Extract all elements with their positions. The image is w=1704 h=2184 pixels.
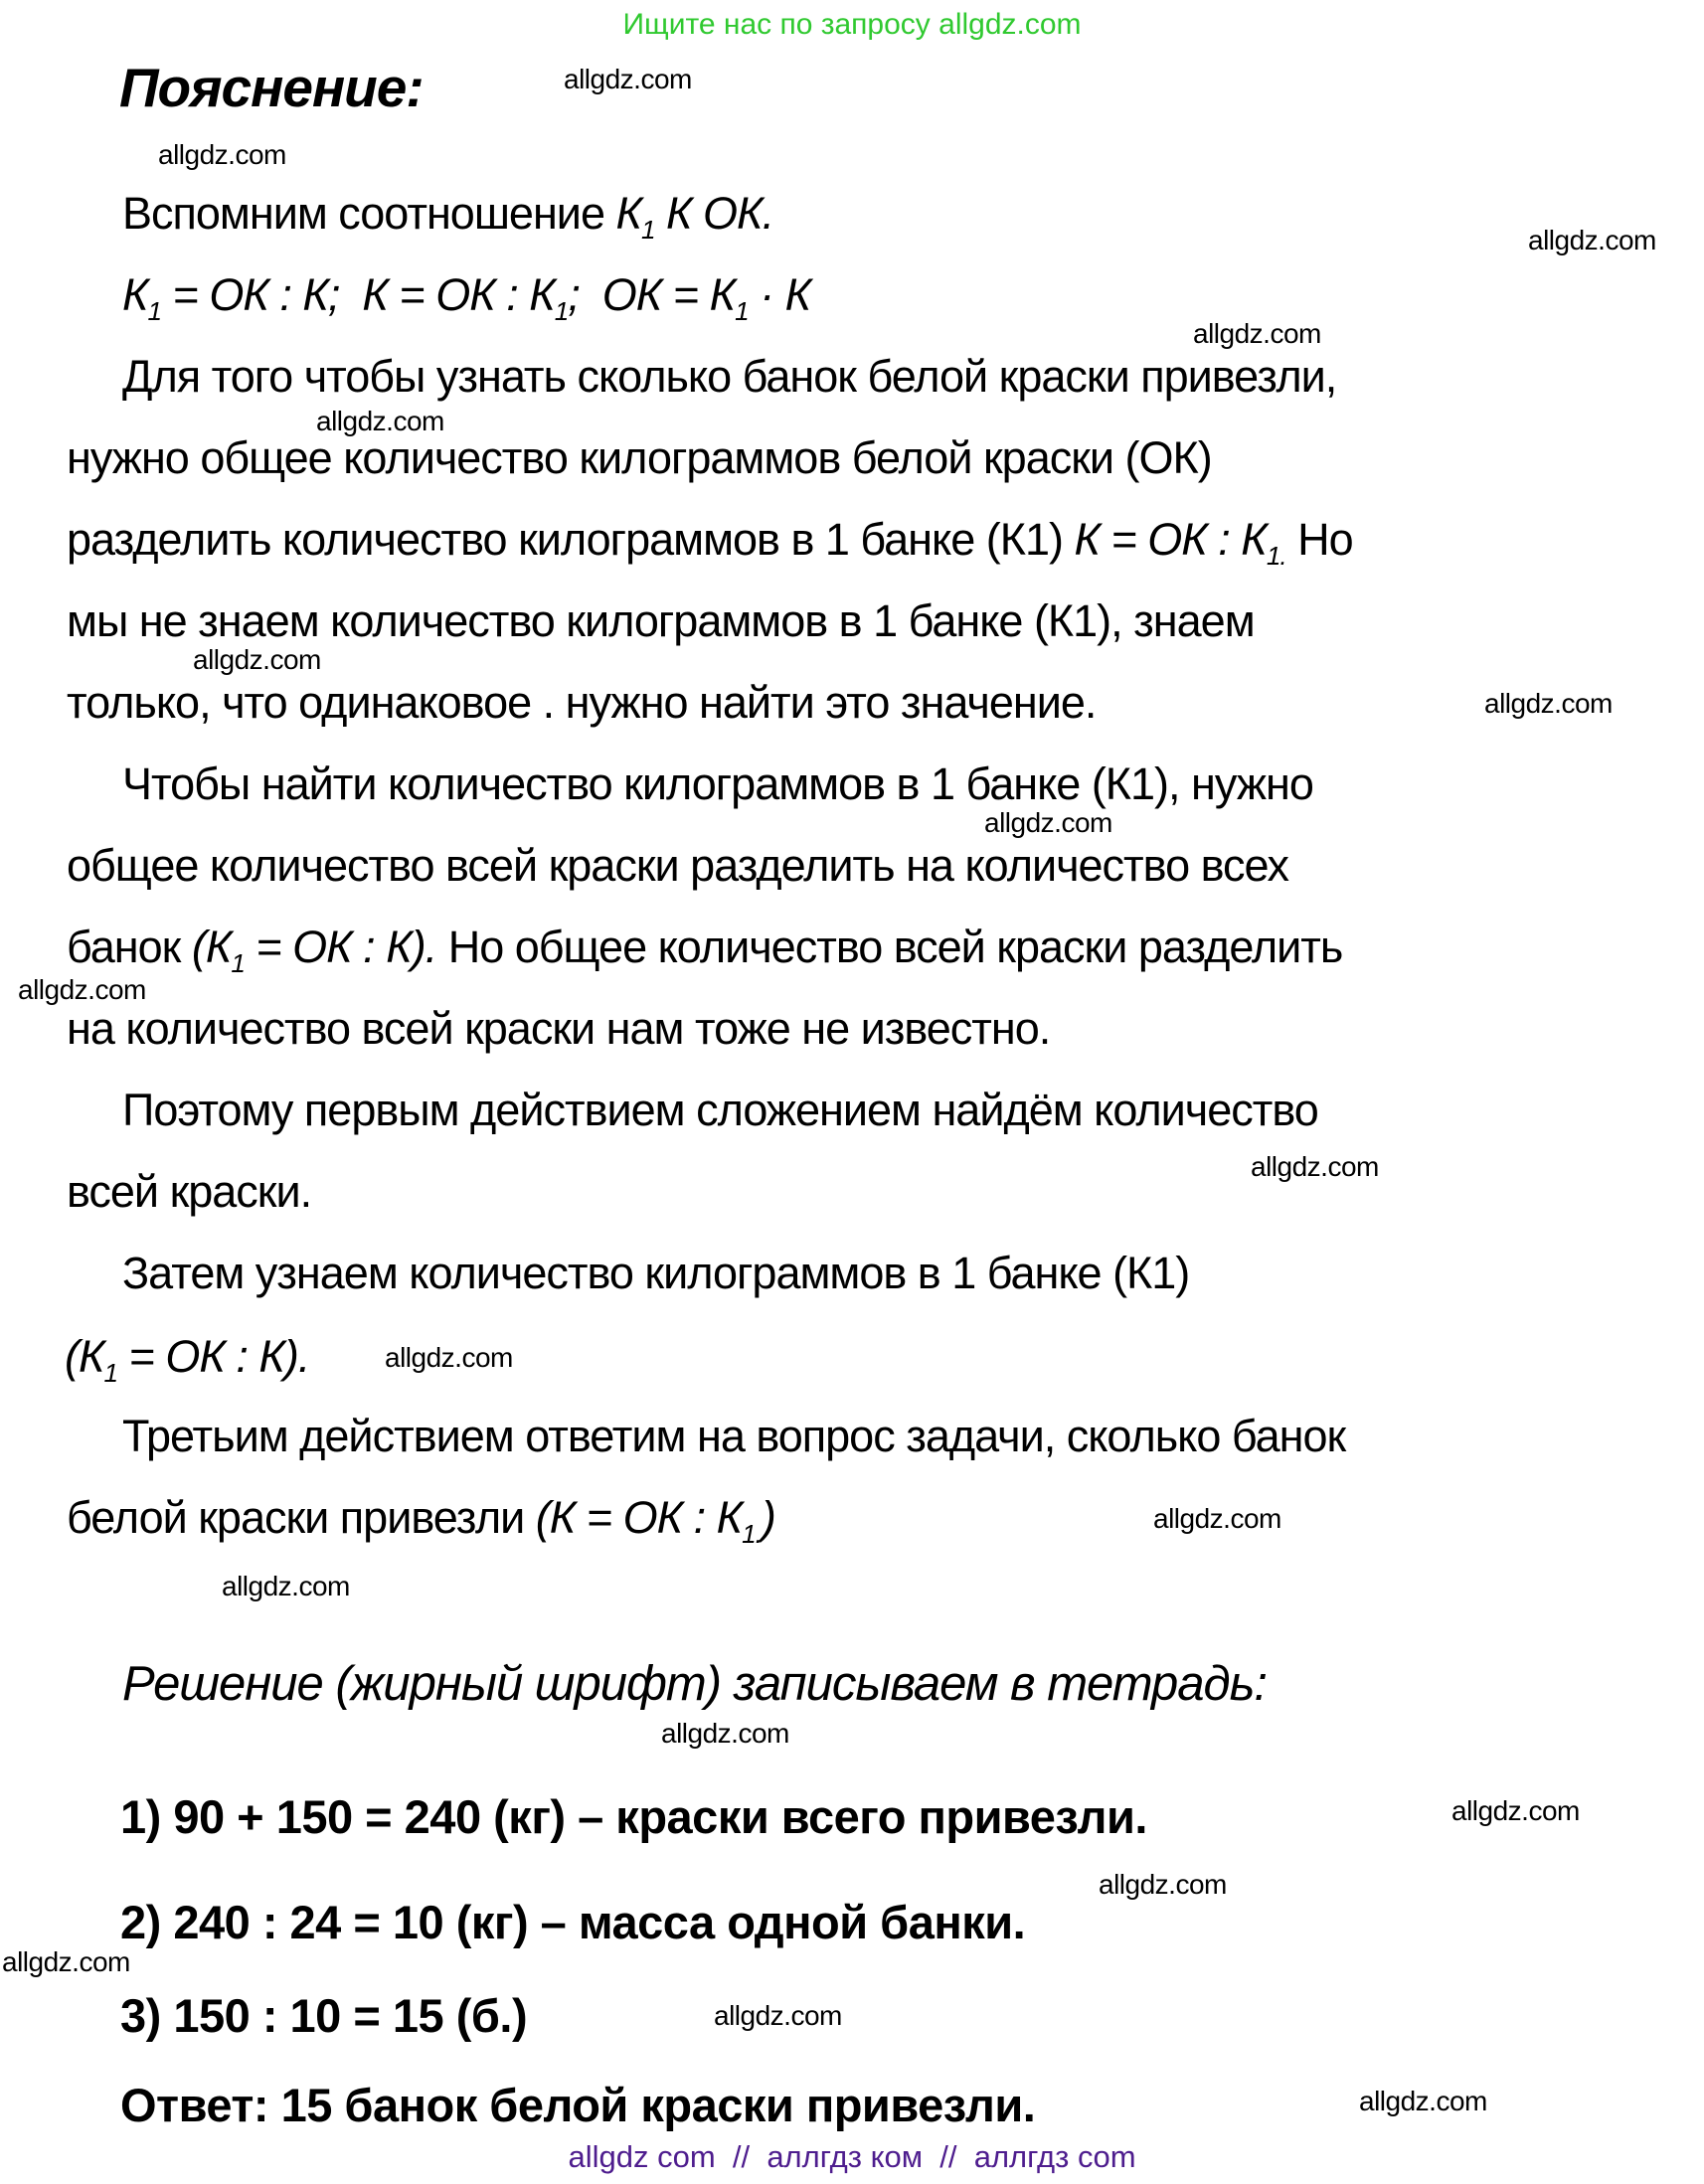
watermark: allgdz.com	[661, 1718, 789, 1749]
explanation-line	[67, 1004, 1050, 1054]
watermark: allgdz.com	[316, 406, 444, 436]
text-segment: (К	[191, 922, 232, 972]
text-segment: К ОК.	[654, 188, 774, 239]
solution-step: 1) 90 + 150 = 240 (кг) – краски всего привезли.	[120, 1790, 1147, 1843]
solution-heading: Решение (жирный шрифт) записываем в тетрадь:	[122, 1657, 1267, 1711]
solution-step: 3) 150 : 10 = 15 (б.)	[120, 1989, 528, 2042]
explanation-line	[122, 188, 774, 245]
watermark: allgdz.com	[1099, 1869, 1227, 1900]
explanation-line	[67, 841, 1288, 891]
subscript: 1	[554, 296, 569, 326]
text-segment: К	[122, 269, 148, 320]
formula-line	[65, 1331, 310, 1388]
watermark: allgdz.com	[193, 644, 321, 675]
formula-line	[122, 269, 811, 326]
text-segment: Но общее количество всей краски разделить	[436, 922, 1343, 972]
text-segment: = ОК : К).	[117, 1331, 310, 1382]
watermark: allgdz.com	[158, 139, 286, 170]
explanation-line	[67, 1167, 311, 1217]
explanation-line	[122, 1086, 1318, 1135]
subscript: 1	[147, 296, 162, 326]
text-segment: общее количество всей краски разделить на количество всех	[67, 840, 1289, 891]
solution-step: 2) 240 : 24 = 10 (кг) – масса одной банки.	[120, 1896, 1026, 1948]
watermark: allgdz.com	[1528, 225, 1656, 255]
subscript: 1.	[1266, 541, 1286, 571]
text-segment: = ОК : К; К = ОК : К	[161, 269, 555, 320]
text-segment: банок	[67, 922, 192, 972]
explanation-line	[67, 433, 1212, 483]
text-segment: Но	[1285, 514, 1353, 565]
text-segment: Поэтому первым действием сложением найдём количество	[122, 1085, 1318, 1135]
explanation-line	[122, 1249, 1189, 1298]
explanation-line	[67, 678, 1096, 728]
explanation-line	[67, 596, 1255, 646]
explanation-line	[67, 514, 1353, 571]
text-segment: )	[761, 1492, 775, 1543]
explanation-line	[122, 759, 1313, 809]
watermark: allgdz.com	[1359, 2086, 1487, 2116]
text-segment: = ОК : К).	[244, 922, 437, 972]
text-segment: Третьим действием ответим на вопрос задачи, сколько банок	[122, 1411, 1346, 1461]
text-segment: Затем узнаем количество килограммов в 1 банке (К1)	[122, 1248, 1190, 1298]
subscript: 1.	[742, 1519, 762, 1549]
watermark: allgdz.com	[1484, 688, 1613, 719]
text-segment: ; ОК = К	[568, 269, 736, 320]
watermark: allgdz.com	[1251, 1151, 1379, 1182]
text-segment: (К	[65, 1331, 104, 1382]
subscript: 1	[231, 948, 245, 978]
watermark: allgdz.com	[1193, 318, 1321, 349]
promo-header-text: Ищите нас по запросу allgdz.com	[622, 8, 1082, 41]
watermark: allgdz.com	[2, 1946, 130, 1977]
text-segment: мы не знаем количество килограммов в 1 банке (К1), знаем	[67, 595, 1255, 646]
text-segment: Для того чтобы узнать сколько банок белой краски привезли,	[122, 351, 1337, 402]
explanation-line	[122, 352, 1336, 402]
subscript: 1	[735, 296, 749, 326]
text-segment: нужно общее количество килограммов белой краски (ОК)	[67, 432, 1212, 483]
explanation-line	[122, 1412, 1345, 1461]
subscript: 1	[103, 1358, 118, 1388]
text-segment: (К = ОК : К	[535, 1492, 743, 1543]
watermark: allgdz.com	[1153, 1503, 1281, 1534]
explanation-line	[67, 922, 1343, 978]
watermark: allgdz.com	[984, 807, 1112, 838]
watermark: allgdz.com	[385, 1342, 513, 1373]
text-segment: на количество всей краски нам тоже не известно.	[67, 1003, 1051, 1054]
text-segment: · К	[748, 269, 811, 320]
watermark: allgdz.com	[18, 974, 146, 1005]
text-segment: белой краски привезли	[67, 1492, 536, 1543]
watermark: allgdz.com	[564, 64, 692, 94]
text-segment: разделить количество килограммов в 1 банке (К1)	[67, 514, 1075, 565]
text-segment: всей краски.	[67, 1166, 312, 1217]
text-segment: К = ОК : К	[1074, 514, 1267, 565]
watermark: allgdz.com	[222, 1571, 350, 1601]
explanation-heading: Пояснение:	[119, 57, 424, 118]
text-segment: Чтобы найти количество килограммов в 1 банке (К1), нужно	[122, 758, 1313, 809]
watermark: allgdz.com	[1451, 1795, 1580, 1826]
subscript: 1	[641, 215, 655, 245]
text-segment: только, что одинаковое . нужно найти это значение.	[67, 677, 1097, 728]
text-segment: К	[615, 188, 642, 239]
watermark: allgdz.com	[714, 2000, 842, 2031]
explanation-line	[67, 1492, 775, 1549]
answer-line: Ответ: 15 банок белой краски привезли.	[120, 2079, 1036, 2131]
site-footer-text: allgdz com // аллгдз ком // аллгдз com	[568, 2139, 1136, 2174]
text-segment: Вспомним соотношение	[122, 188, 616, 239]
